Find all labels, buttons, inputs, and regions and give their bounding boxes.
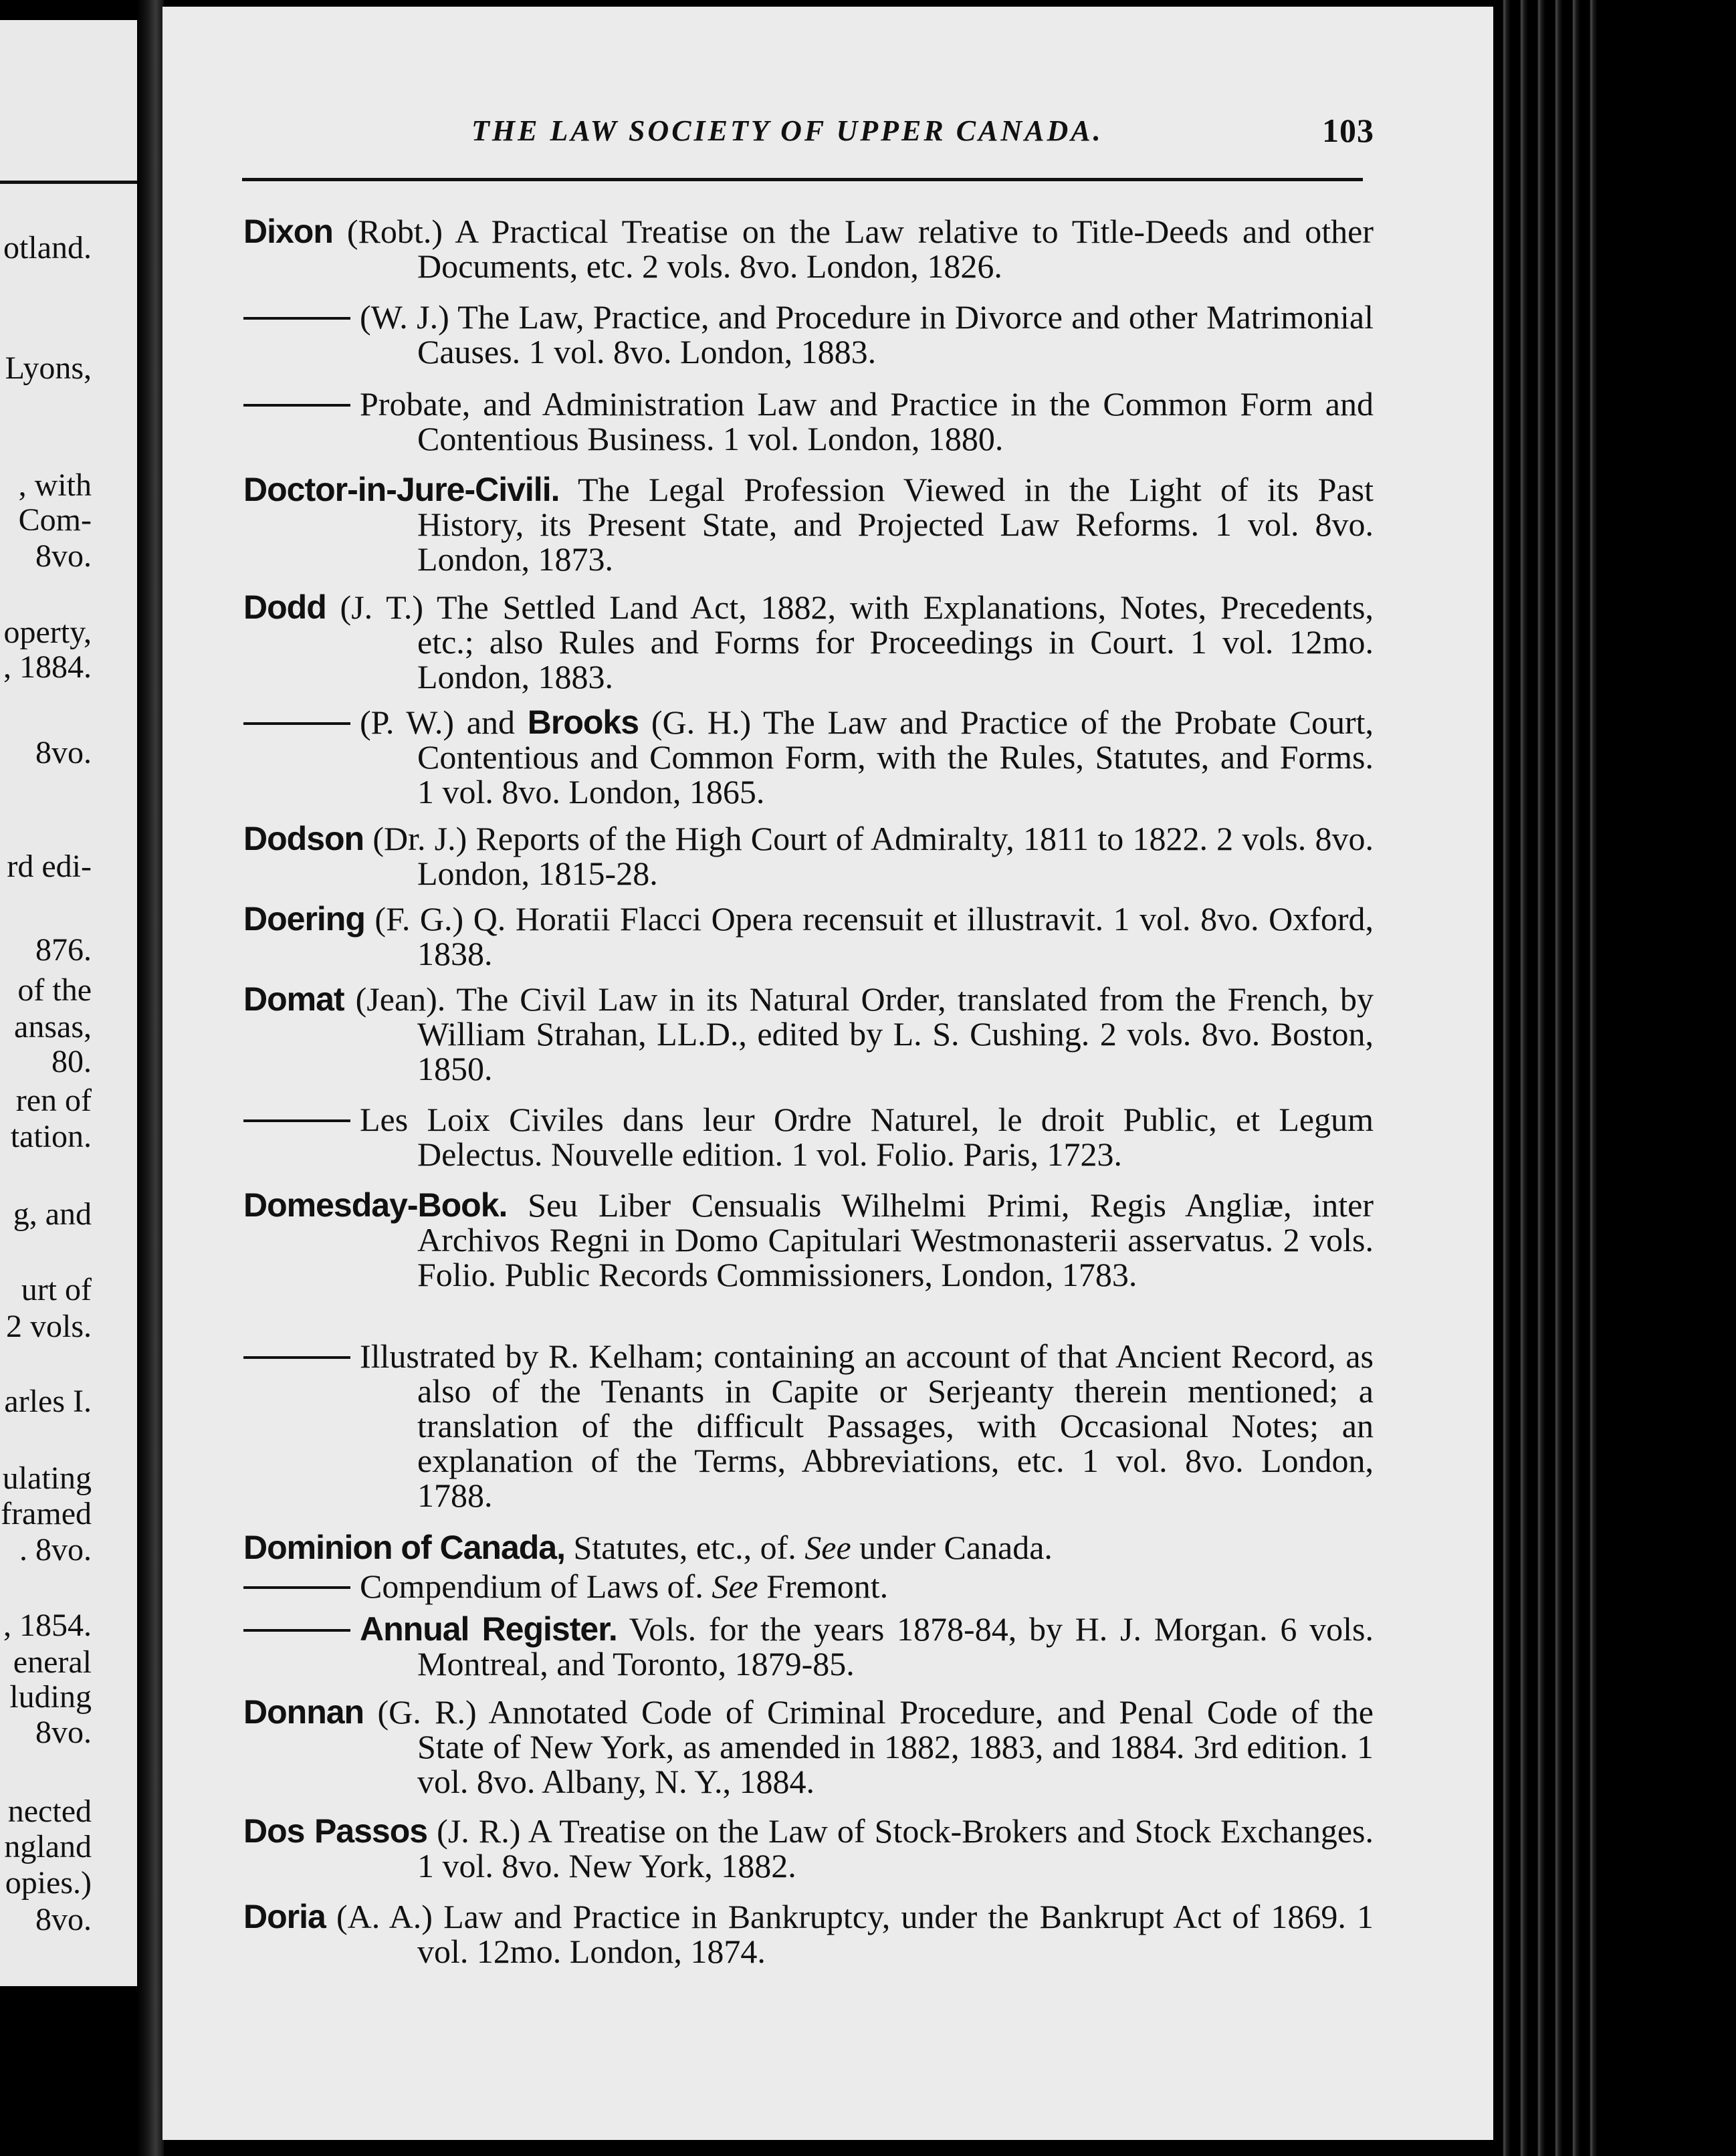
entry-text: (G. R.) Annotated Code of Criminal Procedure, and Penal Code of the State of New York, as amended in 1882, 1883, and 1884. 3rd edition. 1 vol. 8vo. Albany, N. Y., 1884. <box>364 1693 1374 1800</box>
entry-text: (Dr. J.) Reports of the High Court of Admiralty, 1811 to 1822. 2 vols. 8vo. London, 1815-28. <box>364 820 1374 892</box>
author-name: Annual Register. <box>360 1610 617 1648</box>
catalog-entry <box>243 387 1374 456</box>
catalog-entry <box>243 901 1374 971</box>
see-reference: See <box>796 1529 851 1566</box>
entry-text: (W. J.) The Law, Practice, and Procedure in Divorce and other Matrimonial Causes. 1 vol. 8vo. London, 1883. <box>360 298 1374 370</box>
catalog-entry <box>243 982 1374 1086</box>
fragment: 8vo. <box>35 735 92 770</box>
catalog-entry <box>243 1188 1374 1292</box>
catalog-entry <box>243 1612 1374 1681</box>
entry-prefix: (P. W.) and <box>360 704 528 741</box>
ditto-dash <box>243 1586 350 1589</box>
entry-text: Probate, and Administration Law and Practice in the Common Form and Contentious Business. 1 vol. London, 1880. <box>360 385 1374 457</box>
fragment: framed <box>1 1496 92 1531</box>
entry-text: (Jean). The Civil Law in its Natural Order, translated from the French, by William Strahan, LL.D., edited by L. S. Cushing. 2 vols. 8vo. Boston, 1850. <box>344 980 1374 1087</box>
fragment: rd edi- <box>7 849 92 884</box>
catalog-entry <box>243 821 1374 891</box>
fragment: of the <box>17 972 92 1008</box>
ditto-dash <box>243 1119 350 1122</box>
catalog-entry <box>243 1569 1374 1604</box>
fragment: ren of <box>15 1083 92 1118</box>
entry-text-after: Fremont. <box>758 1568 889 1605</box>
author-name: Brooks <box>527 704 639 741</box>
fragment: 876. <box>35 932 92 968</box>
book-page-edges <box>1493 0 1736 2156</box>
fragment: 8vo. <box>35 538 92 574</box>
author-name: Doering <box>243 900 365 938</box>
fragment: g, and <box>13 1196 92 1232</box>
fragment: 8vo. <box>35 1902 92 1937</box>
previous-page-rule <box>0 181 137 184</box>
fragment: , 1854. <box>3 1608 92 1643</box>
book-gutter <box>137 0 164 2156</box>
see-reference: See <box>703 1568 758 1605</box>
catalog-entry <box>243 1339 1374 1513</box>
ditto-dash <box>243 317 350 320</box>
entry-text: Vols. for the years 1878-84, by H. J. Morgan. 6 vols. Montreal, and Toronto, 1879-85. <box>417 1610 1374 1683</box>
fragment: eneral <box>13 1644 92 1680</box>
entry-text: Les Loix Civiles dans leur Ordre Naturel, le droit Public, et Legum Delectus. Nouvelle edition. 1 vol. Folio. Paris, 1723. <box>360 1101 1374 1173</box>
catalog-entry <box>243 214 1374 284</box>
fragment: arles I. <box>4 1384 92 1419</box>
fragment: Lyons, <box>5 350 92 386</box>
entry-text: (F. G.) Q. Horatii Flacci Opera recensuit et illustravit. 1 vol. 8vo. Oxford, 1838. <box>364 900 1374 972</box>
fragment: 80. <box>51 1044 92 1079</box>
entry-text: (G. H.) The Law and Practice of the Probate Court, Contentious and Common Form, with the Rules, Statutes, and Forms. 1 vol. 8vo. London, 1865. <box>417 704 1374 811</box>
ditto-dash <box>243 1356 350 1359</box>
catalog-entry <box>243 1695 1374 1799</box>
fragment: ulating <box>2 1461 92 1496</box>
fragment: luding <box>9 1679 92 1715</box>
fragment: 2 vols. <box>5 1309 92 1344</box>
header-rule <box>242 178 1363 181</box>
fragment: 8vo. <box>35 1715 92 1750</box>
fragment: , 1884. <box>3 649 92 685</box>
author-name: Dodd <box>243 588 326 626</box>
author-name: Donnan <box>243 1693 364 1731</box>
entry-text: Compendium of Laws of. <box>360 1568 703 1605</box>
fragment: otland. <box>3 230 92 265</box>
author-name: Domat <box>243 980 344 1018</box>
catalog-entry <box>243 1530 1374 1565</box>
entry-text: The Legal Profession Viewed in the Light of its Past History, its Present State, and Projected Law Reforms. 1 vol. 8vo. London, 1873. <box>417 471 1374 578</box>
catalog-entry <box>243 1102 1374 1172</box>
catalog-entry <box>243 590 1374 694</box>
ditto-dash <box>243 404 350 407</box>
entry-text: (J. T.) The Settled Land Act, 1882, with Explanations, Notes, Precedents, etc.; also Rules and Forms for Proceedings in Court. 1 vol. 12mo. London, 1883. <box>326 588 1374 695</box>
fragment: Com- <box>18 502 92 538</box>
entry-text: Statutes, etc., of. <box>565 1529 796 1566</box>
catalog-entry <box>243 1814 1374 1883</box>
fragment: operty, <box>3 615 92 650</box>
author-name: Domesday-Book. <box>243 1186 508 1224</box>
fragment: tation. <box>10 1119 92 1154</box>
catalog-entry <box>243 1899 1374 1969</box>
previous-page <box>0 20 137 1986</box>
fragment: . 8vo. <box>19 1532 92 1568</box>
author-name: Dos Passos <box>243 1812 428 1850</box>
fragment: nected <box>7 1794 92 1829</box>
ditto-dash <box>243 1629 350 1632</box>
page-title: THE LAW SOCIETY OF UPPER CANADA. <box>471 114 1103 147</box>
entry-text: (Robt.) A Practical Treatise on the Law relative to Title-Deeds and other Documents, etc. 2 vols. 8vo. London, 1826. <box>332 213 1374 285</box>
author-name: Doctor-in-Jure-Civili. <box>243 471 560 508</box>
author-name: Dominion of Canada, <box>243 1529 565 1566</box>
author-name: Dixon <box>243 213 333 250</box>
catalog-entry <box>243 300 1374 369</box>
entry-text: (J. R.) A Treatise on the Law of Stock-Brokers and Stock Exchanges. 1 vol. 8vo. New York, 1882. <box>417 1812 1374 1884</box>
fragment: , with <box>18 467 92 503</box>
catalog-entry <box>243 705 1374 809</box>
fragment: ansas, <box>14 1009 92 1045</box>
page-number: 103 <box>1322 112 1374 149</box>
fragment: urt of <box>21 1272 92 1307</box>
entry-text: Illustrated by R. Kelham; containing an account of that Ancient Record, as also of the Tenants in Capite or Serjeanty therein mentioned; a translation of the difficult Passages, with Occasional Notes; an explanation of the Terms, Abbreviations, etc. 1 vol. 8vo. London, 1788. <box>360 1337 1374 1514</box>
fragment: ngland <box>4 1829 92 1864</box>
entry-text: Seu Liber Censualis Wilhelmi Primi, Regis Angliæ, inter Archivos Regni in Domo Capitulari Westmonasterii asservatus. 2 vols. Folio. Public Records Commissioners, London, 1783. <box>417 1186 1374 1293</box>
catalog-entry <box>243 472 1374 576</box>
entry-text: (A. A.) Law and Practice in Bankruptcy, under the Bankrupt Act of 1869. 1 vol. 12mo. London, 1874. <box>325 1898 1374 1970</box>
author-name: Doria <box>243 1898 326 1935</box>
fragment: opies.) <box>5 1865 92 1901</box>
author-name: Dodson <box>243 820 364 857</box>
entry-text-after: under Canada. <box>851 1529 1053 1566</box>
ditto-dash <box>243 722 350 725</box>
